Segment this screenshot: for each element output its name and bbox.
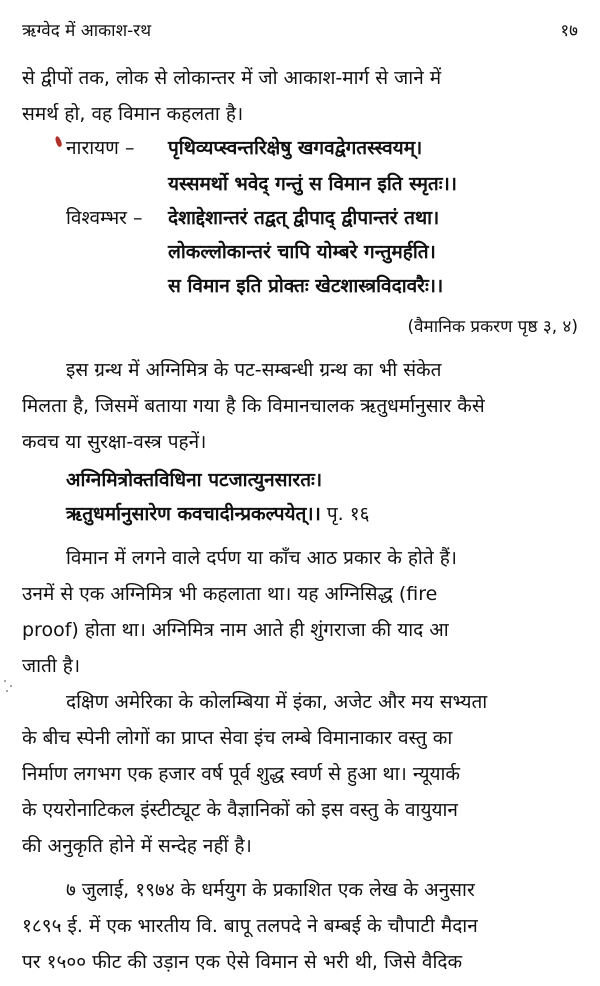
paragraph-4 <box>22 684 578 864</box>
text-line: मिलता है, जिसमें बताया गया है कि विमानचालक ऋतुधर्मानुसार कैसे <box>22 395 485 417</box>
verse-2-line-3: स विमान इति प्रोक्तः खेटशास्त्रविदावरैः।। <box>168 275 444 297</box>
verse-reference: (वैमानिक प्रकरण पृष्ठ ३, ४) <box>407 317 578 337</box>
text-line: विमान में लगने वाले दर्पण या काँच आठ प्रकार के होते हैं। <box>66 547 458 569</box>
paragraph-2 <box>22 352 578 460</box>
verse-text: देशाद्देशान्तरं तद्वत् द्वीपाद् द्वीपान्तरं तथा। <box>168 207 440 229</box>
text-line: समर्थ हो, वह विमान कहलता है। <box>22 103 244 125</box>
scan-specks <box>0 676 20 696</box>
verse-speaker: विश्वम्भर – <box>66 207 143 229</box>
ink-mark <box>54 135 62 147</box>
text-line: के बीच स्पेनी लोगों का प्राप्त सेवा इंच लम्बे विमानाकार वस्तु का <box>22 727 453 749</box>
verse-2-line-2: लोकल्लोकान्तरं चापि योम्बरे गन्तुमर्हति। <box>168 241 436 263</box>
paragraph-1 <box>22 60 578 132</box>
quote-line-1: अग्निमित्रोक्तविधिना पटजात्युनसारतः। <box>66 469 323 491</box>
quote-page-ref: पृ. १६ <box>320 503 370 525</box>
text-line: इस ग्रन्थ में अग्निमित्र के पट-सम्बन्धी ग्रन्थ का भी संकेत <box>66 359 442 381</box>
text-line: पर १५०० फीट की उड़ान एक ऐसे विमान से भरी थी, जिसे वैदिक <box>22 951 463 973</box>
verse-1-line-1 <box>66 130 586 166</box>
text-line: कवच या सुरक्षा-वस्त्र पहनें। <box>22 431 207 453</box>
page-number: १७ <box>560 20 578 41</box>
text-line: ७ जुलाई, १९७४ के धर्मयुग के प्रकाशित एक लेख के अनुसार <box>66 879 475 901</box>
text-line: proof) होता था। अग्निमित्र नाम आते ही शुंगराजा की याद आ <box>22 619 449 641</box>
text-line: की अनुकृति होने में सन्देह नहीं है। <box>22 835 252 857</box>
text-line: दक्षिण अमेरिका के कोलम्बिया में इंका, अजेट और मय सभ्यता <box>66 691 488 713</box>
verse-2-line-1 <box>66 200 586 236</box>
text-line: १८९५ ई. में एक भारतीय वि. बापू तलपदे ने बम्बई के चौपाटी मैदान <box>22 915 478 937</box>
text-line: जाती है। <box>22 655 81 677</box>
verse-text: पृथिव्यप्स्वन्तरिक्षेषु खगवद्वेगतस्स्वयम्। <box>168 137 423 159</box>
text-line: से द्वीपों तक, लोक से लोकान्तर में जो आकाश-मार्ग से जाने में <box>22 67 442 89</box>
text-line: निर्माण लगभग एक हजार वर्ष पूर्व शुद्ध स्वर्ण से हुआ था। न्यूयार्क <box>22 763 461 785</box>
running-header <box>22 14 578 44</box>
paragraph-5 <box>22 872 578 980</box>
verse-1-line-2: यस्समर्थो भवेद् गन्तुं स विमान इति स्मृतः।। <box>168 173 458 195</box>
verse-speaker: नारायण – <box>66 137 135 159</box>
running-title: ऋग्वेद में आकाश-रथ <box>22 20 152 41</box>
paragraph-3 <box>22 540 578 684</box>
text-line: के एयरोनाटिकल इंस्टीट्यूट के वैज्ञानिकों को इस वस्तु के वायुयान <box>22 799 458 821</box>
text-line: उनमें से एक अग्निमित्र भी कहलाता था। यह अग्निसिद्ध (fire <box>22 583 438 605</box>
quote-line-2: ऋतुधर्मानुसारेण कवचादीन्प्रकल्पयेत्।। पृ. १६ <box>66 503 370 525</box>
